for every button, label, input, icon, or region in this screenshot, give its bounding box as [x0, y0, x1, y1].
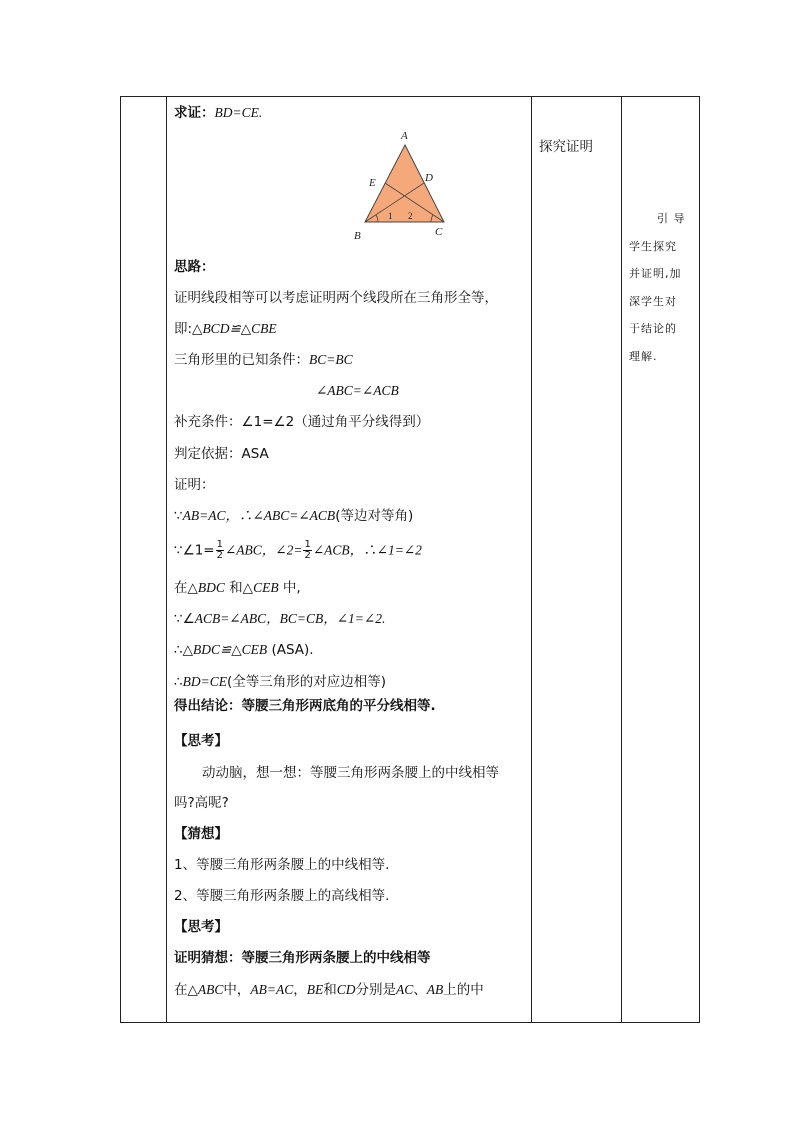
intent-line: 引 导 — [657, 212, 686, 225]
fraction-half: $\frac{1}{2}$ — [304, 539, 311, 561]
content-cell — [174, 97, 529, 1022]
fraction-half: $\frac{1}{2}$ — [216, 539, 223, 561]
lesson-table — [120, 96, 700, 1023]
last-line: 在△ABC中，AB=AC，BE和CD分别是AC、AB上的中 — [174, 982, 484, 998]
known-line: 三角形里的已知条件：BC=BC — [174, 352, 353, 368]
intent-line: 于结论的 — [629, 322, 677, 335]
prove-line — [174, 104, 262, 122]
activity-label: 探究证明 — [539, 139, 593, 155]
think-question-line-2: 吗?高呢? — [174, 795, 229, 811]
guess-item-1: 1、等腰三角形两条腰上的中线相等. — [174, 857, 390, 873]
proof-line-2: ∵∠1= $\frac{1}{2}$ ∠ABC，∠2= $\frac{1}{2}$ ∠ACB，∴∠1=∠2 — [174, 539, 422, 561]
guess-item-2: 2、等腰三角形两条腰上的高线相等. — [174, 888, 390, 904]
column-divider — [531, 97, 532, 1022]
proof-line-1: ∵AB=AC，∴∠ABC=∠ACB(等边对等角) — [174, 508, 414, 524]
intent-line: 学生探究 — [629, 239, 677, 253]
proof-line-5: ∴△BDC≌△CEB (ASA). — [174, 642, 314, 658]
label-a: A — [401, 130, 408, 142]
prove-label: 求证： — [174, 105, 215, 121]
conclusion-line: 得出结论：等腰三角形两底角的平分线相等. — [174, 698, 436, 714]
intent-line: 深学生对 — [629, 294, 677, 308]
prove-guess-line: 证明猜想：等腰三角形两条腰上的中线相等 — [174, 950, 431, 966]
supplement-line: 补充条件：∠1=∠2（通过角平分线得到） — [174, 414, 430, 430]
proof-line-4: ∵∠ACB=∠ABC，BC=CB，∠1=∠2. — [174, 611, 386, 627]
prove-expression: BD=CE. — [214, 105, 263, 120]
intent-cell — [629, 205, 695, 370]
idea-line-1: 证明线段相等可以考虑证明两个线段所在三角形全等， — [174, 290, 498, 306]
column-divider — [621, 97, 622, 1022]
angle-equality: ∠ABC=∠ACB — [316, 383, 399, 398]
think-title-1: 【思考】 — [174, 733, 228, 749]
label-e: E — [369, 177, 376, 189]
idea-title: 思路： — [174, 259, 215, 275]
intent-line: 并证明,加 — [629, 267, 682, 280]
intent-line: 理解. — [629, 349, 658, 363]
column-divider — [166, 97, 167, 1022]
proof-line-3: 在△BDC 和△CEB 中, — [174, 580, 301, 596]
think-question-line-1: 动动脑，想一想：等腰三角形两条腰上的中线相等 — [202, 765, 499, 781]
label-c: C — [435, 226, 443, 238]
label-d: D — [425, 172, 433, 184]
label-2: 2 — [408, 211, 413, 221]
label-1: 1 — [388, 211, 393, 221]
guess-title: 【猜想】 — [174, 826, 228, 842]
proof-line-6: ∴BD=CE(全等三角形的对应边相等) — [174, 674, 386, 690]
basis-line: 判定依据：ASA — [174, 446, 269, 462]
label-b: B — [354, 230, 361, 242]
triangle-figure — [354, 127, 464, 242]
proof-title: 证明： — [174, 477, 215, 493]
think-title-2: 【思考】 — [174, 919, 228, 935]
idea-line-2: 即:△BCD≌△CBE — [174, 321, 277, 337]
